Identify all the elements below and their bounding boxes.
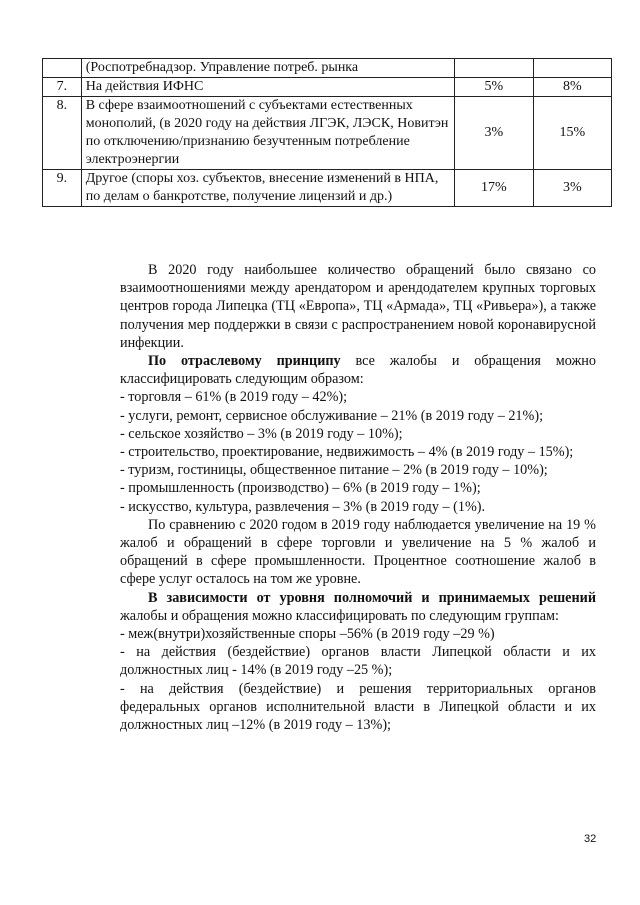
paragraph-text: жалобы и обращения можно классифицировать по следующим группам: [120, 607, 559, 624]
row-value-2019: 5% [455, 78, 533, 97]
page-number: 32 [584, 833, 597, 845]
row-value-2020: 8% [533, 78, 611, 97]
paragraph: В 2020 году наибольшее количество обращений было связано со взаимоотношениями между арендатором и арендодателем крупных торговых центров города Липецка (ТЦ «Европа», ТЦ «Армада», ТЦ «Ривьера»), а также получения мер поддержки в связи с распространением новой коронавирусной инфекции. [120, 262, 596, 351]
row-value-2020: 15% [533, 97, 611, 170]
list-item: - услуги, ремонт, сервисное обслуживание – 21% (в 2019 году – 21%); [120, 407, 544, 424]
list-item: - меж(внутри)хозяйственные споры –56% (в 2019 году –29 %) [120, 626, 495, 643]
statistics-table [42, 58, 612, 207]
row-number [43, 59, 82, 78]
row-number: 8. [43, 97, 82, 170]
list-item: - торговля – 61% (в 2019 году – 42%); [120, 389, 348, 406]
bold-heading: В зависимости от уровня полномочий и принимаемых решений [148, 589, 596, 606]
row-value-2019 [455, 59, 533, 78]
paragraph-text: все жалобы и обращения можно классифицировать следующим образом: [120, 353, 596, 388]
list-item: - туризм, гостиницы, общественное питание – 2% (в 2019 году – 10%); [120, 462, 548, 479]
row-description: На действия ИФНС [81, 78, 454, 97]
row-description: В сфере взаимоотношений с субъектами естественных монополий, (в 2020 году на действия ЛГЭК, ЛЭСК, Новитэн по отключению/признанию безучтенным потребление электроэнергии [81, 97, 454, 170]
table-row [43, 78, 612, 97]
row-value-2020 [533, 59, 611, 78]
body-text [120, 261, 596, 734]
row-value-2019: 17% [455, 170, 533, 207]
table-row [43, 97, 612, 170]
row-number: 7. [43, 78, 82, 97]
table-row [43, 170, 612, 207]
paragraph: По сравнению с 2020 годом в 2019 году наблюдается увеличение на 19 % жалоб и обращений в сфере торговли и увеличение на 5 % жалоб и обращений в сфере промышленности. Процентное соотношение жалоб в сфере услуг осталось на том же уровне. [120, 516, 596, 588]
row-description: (Роспотребнадзор. Управление потреб. рынка [81, 59, 454, 78]
row-number: 9. [43, 170, 82, 207]
row-description: Другое (споры хоз. субъектов, внесение изменений в НПА, по делам о банкротстве, получение лицензий и др.) [81, 170, 454, 207]
bold-heading: По отраслевому принципу [148, 353, 341, 370]
list-item: - искусство, культура, развлечения – 3% (в 2019 году – (1%). [120, 498, 486, 515]
list-item: - на действия (бездействие) органов власти Липецкой области и их должностных лиц - 14% (в 2019 году –25 %); [120, 644, 596, 679]
table-row [43, 59, 612, 78]
row-value-2020: 3% [533, 170, 611, 207]
paragraph [120, 589, 596, 625]
list-item: - сельское хозяйство – 3% (в 2019 году – 10%); [120, 425, 403, 442]
list-item: - строительство, проектирование, недвижимость – 4% (в 2019 году – 15%); [120, 444, 574, 461]
paragraph [120, 352, 596, 388]
row-value-2019: 3% [455, 97, 533, 170]
list-item: - промышленность (производство) – 6% (в 2019 году – 1%); [120, 480, 481, 497]
list-item: - на действия (бездействие) и решения территориальных органов федеральных органов исполнительной власти в Липецкой области и их должностных лиц –12% (в 2019 году – 13%); [120, 680, 596, 734]
